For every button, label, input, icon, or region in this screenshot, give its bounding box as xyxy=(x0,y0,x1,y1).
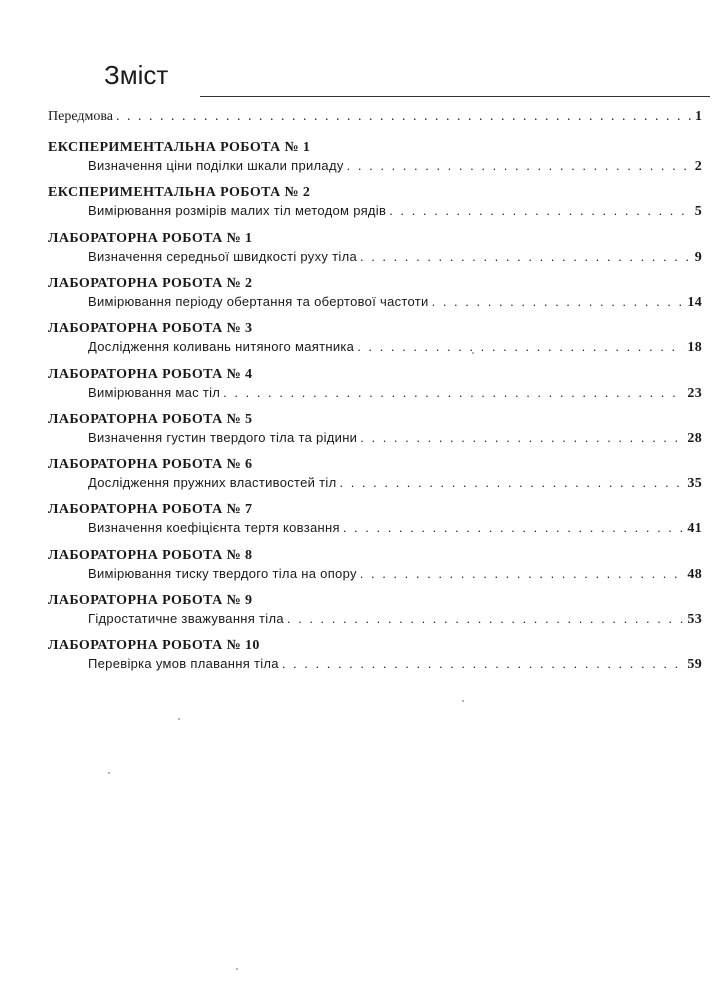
dot-leader xyxy=(360,429,684,447)
scan-speck xyxy=(462,700,464,702)
toc-entry-label: Визначення густин твердого тіла та рідини xyxy=(88,429,358,445)
toc-entry-label: Дослідження коливань нитяного маятника xyxy=(88,339,355,355)
toc-entry-page: 18 xyxy=(687,340,702,356)
toc-entry-label: Дослідження пружних властивостей тіл xyxy=(88,475,337,491)
toc-section-heading: ЕКСПЕРИМЕНТАЛЬНА РОБОТА № 2 xyxy=(48,185,311,201)
toc-section-heading: ЛАБОРАТОРНА РОБОТА № 10 xyxy=(48,638,260,654)
toc-entry-label: Вимірювання мас тіл xyxy=(88,384,221,400)
toc-entry-page: 35 xyxy=(687,476,702,492)
toc-entry[interactable] xyxy=(88,610,702,629)
toc-section-heading: ЛАБОРАТОРНА РОБОТА № 8 xyxy=(48,547,253,563)
dot-leader xyxy=(343,519,685,537)
dot-leader xyxy=(389,202,691,220)
toc-section-heading: ЛАБОРАТОРНА РОБОТА № 5 xyxy=(48,411,253,427)
scan-speck xyxy=(178,718,180,720)
toc-entry[interactable] xyxy=(88,565,702,584)
toc-section-heading: ЛАБОРАТОРНА РОБОТА № 9 xyxy=(48,593,253,608)
toc-section-heading: ЛАБОРАТОРНА РОБОТА № 3 xyxy=(48,321,253,337)
toc-entry[interactable] xyxy=(88,655,702,674)
toc-entry-label: Вимірювання тиску твердого тіла на опору xyxy=(88,565,357,581)
toc-entry-page: 53 xyxy=(687,612,702,627)
toc-section-heading: ЛАБОРАТОРНА РОБОТА № 6 xyxy=(48,457,253,473)
toc-entry[interactable] xyxy=(88,474,702,493)
toc-section-heading: ЛАБОРАТОРНА РОБОТА № 4 xyxy=(48,366,253,382)
toc-entry-label: Вимірювання періоду обертання та обертової частоти xyxy=(88,293,429,309)
page-title: Зміст xyxy=(104,60,169,90)
dot-leader xyxy=(223,384,684,402)
dot-leader xyxy=(360,248,692,266)
dot-leader xyxy=(432,293,685,311)
dot-leader xyxy=(287,610,685,628)
toc-entry-preface[interactable] xyxy=(48,108,702,126)
scan-speck xyxy=(108,772,110,774)
toc-entry-page: 23 xyxy=(687,385,702,401)
toc-entry-page: 41 xyxy=(687,521,702,537)
toc-entry[interactable] xyxy=(88,202,702,221)
toc-section-heading: ЕКСПЕРИМЕНТАЛЬНА РОБОТА № 1 xyxy=(48,140,311,155)
toc-entry-label: Визначення коефіцієнта тертя ковзання xyxy=(88,520,340,536)
dot-leader xyxy=(347,157,692,175)
toc-section-heading: ЛАБОРАТОРНА РОБОТА № 1 xyxy=(48,230,253,246)
toc-entry-page: 5 xyxy=(694,204,702,220)
scan-speck xyxy=(472,352,474,354)
dot-leader xyxy=(282,655,685,673)
toc-entry-label: Гідростатичне зважування тіла xyxy=(88,611,284,626)
toc-section-heading: ЛАБОРАТОРНА РОБОТА № 7 xyxy=(48,502,253,518)
toc-entry[interactable] xyxy=(88,248,702,267)
toc-section-heading: ЛАБОРАТОРНА РОБОТА № 2 xyxy=(48,275,253,291)
toc-entry-label: Перевірка умов плавання тіла xyxy=(88,656,279,672)
toc-entry[interactable] xyxy=(88,429,702,448)
toc-entry-label: Передмова xyxy=(48,109,113,124)
toc-entry-label: Вимірювання розмірів малих тіл методом рядів xyxy=(88,203,387,219)
toc-entry[interactable] xyxy=(88,384,702,403)
toc-entry[interactable] xyxy=(88,519,702,538)
toc-entry-page: 2 xyxy=(694,159,702,174)
toc-entry-page: 48 xyxy=(687,566,702,582)
dot-leader xyxy=(360,565,685,583)
toc-entry-page: 1 xyxy=(695,109,702,124)
toc-entry[interactable] xyxy=(88,157,702,176)
toc-entry-label: Визначення середньої швидкості руху тіла xyxy=(88,248,357,264)
dot-leader xyxy=(339,474,684,492)
toc-entry-page: 9 xyxy=(694,249,702,265)
toc-entry[interactable] xyxy=(88,338,702,357)
toc-entry-page: 59 xyxy=(687,657,702,673)
toc-entry-page: 28 xyxy=(687,430,702,446)
dot-leader xyxy=(357,338,684,356)
dot-leader xyxy=(116,108,692,126)
scan-speck xyxy=(236,968,238,970)
toc-entry[interactable] xyxy=(88,293,702,312)
toc-entry-page: 14 xyxy=(687,294,702,310)
toc-entry-label: Визначення ціни поділки шкали приладу xyxy=(88,158,344,173)
